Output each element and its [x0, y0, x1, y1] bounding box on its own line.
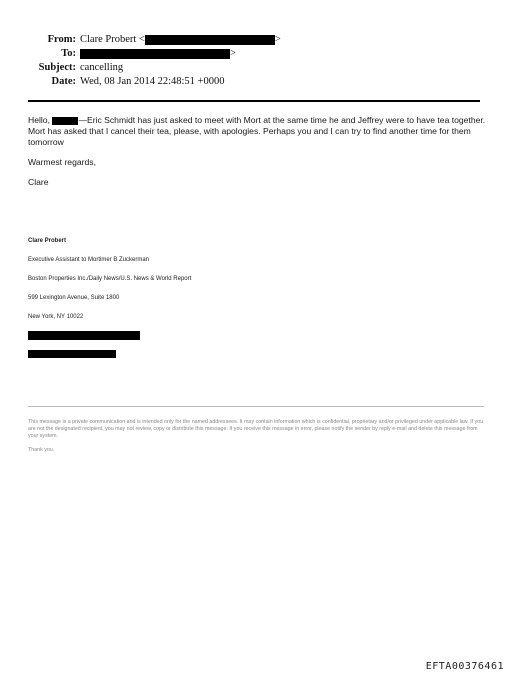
signature-address-line1: 599 Lexington Avenue, Suite 1800: [28, 295, 120, 301]
subject-label: Subject:: [38, 62, 76, 73]
footer-divider: [28, 406, 484, 407]
redaction-bar: [145, 35, 275, 45]
subject-value: cancelling: [80, 62, 124, 73]
signature-company: Boston Properties Inc./Daily News/U.S. News & World Report: [28, 276, 192, 282]
signature-title: Executive Assistant to Mortimer B Zuckerman: [28, 257, 150, 263]
date-value: Wed, 08 Jan 2014 22:48:51 +0000: [80, 76, 225, 87]
bates-number: EFTA00376461: [425, 661, 504, 672]
greeting: Hello,: [28, 115, 50, 125]
redaction-bar: [52, 117, 78, 125]
redaction-bar: [28, 350, 116, 358]
signature-address-line2: New York, NY 10022: [28, 314, 84, 320]
from-close: >: [274, 34, 281, 45]
to-value: [80, 47, 236, 61]
footer-thanks: Thank you.: [28, 447, 55, 453]
from-row: [0, 33, 512, 47]
to-label: To:: [61, 48, 76, 59]
date-label: Date:: [51, 76, 76, 87]
signoff: Clare: [28, 177, 49, 187]
from-label: From:: [47, 34, 76, 45]
redaction-bar: [80, 49, 230, 59]
redaction-bar: [28, 331, 140, 340]
from-name: Clare Probert <: [80, 34, 145, 45]
from-value: [80, 33, 281, 47]
confidentiality-disclaimer: This message is a private communication and is intended only for the named addressees. It may contain information which is confidential, proprietary and/or privileged under applicable law. If you are not the designated recipient, you may not review, copy or distribute this message. If you receive this message in error, please notify the sender by reply e-mail and delete this message from your system.: [28, 419, 484, 439]
message-text: —Eric Schmidt has just asked to meet with Mort at the same time he and Jeffrey were to have tea together. Mort has asked that I cancel their tea, please, with apologies. Perhaps you and I can try to find another time for them tomorrow: [28, 115, 486, 147]
header-divider: [28, 100, 480, 102]
closing: Warmest regards,: [28, 157, 96, 167]
message-paragraph: [28, 115, 488, 148]
date-row: [0, 75, 512, 89]
signature-name: Clare Probert: [28, 238, 67, 244]
to-close: >: [230, 48, 236, 59]
to-row: [0, 47, 512, 61]
subject-row: [0, 61, 512, 75]
